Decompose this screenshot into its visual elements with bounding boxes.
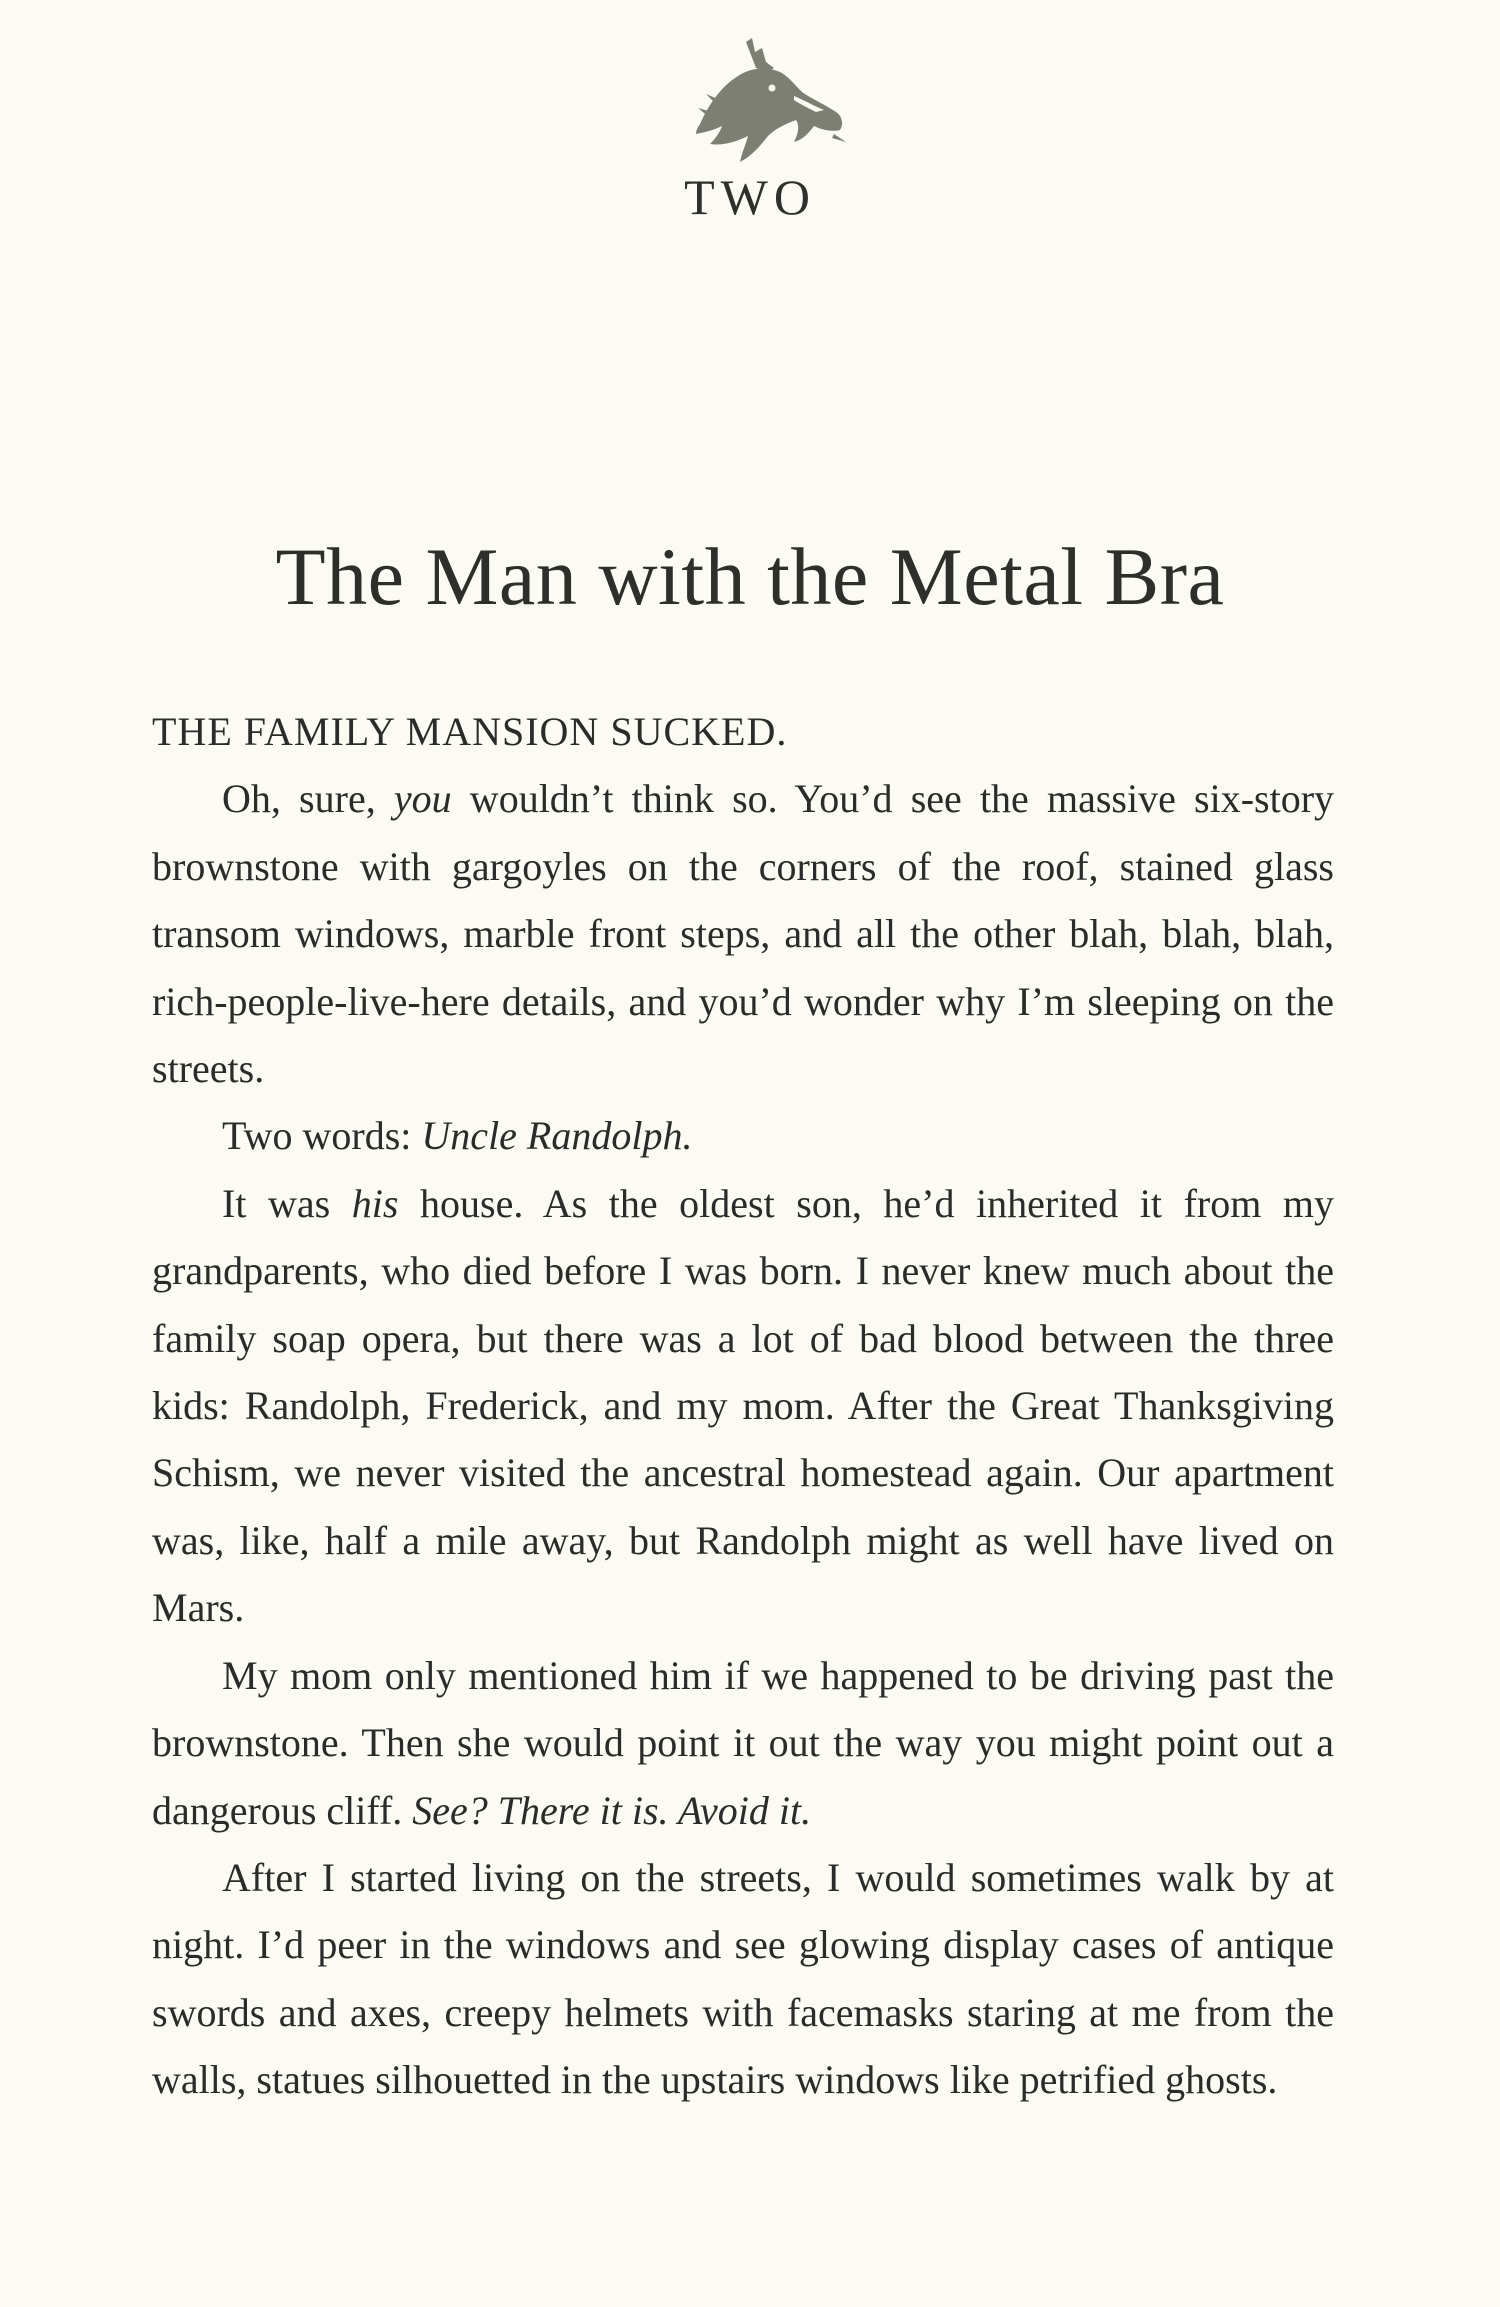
paragraph xyxy=(152,765,1334,1102)
paragraph-emphasis: you xyxy=(393,776,452,822)
opening-line xyxy=(152,698,1334,765)
paragraph-emphasis: See? There it is. Avoid it. xyxy=(412,1787,812,1833)
paragraph-emphasis: his xyxy=(351,1180,399,1226)
chapter-body xyxy=(152,698,1334,2114)
paragraph xyxy=(152,1102,1334,1169)
paragraph-text: After I started living on the streets, I would sometimes walk by at night. I’d peer in the windows and see glowing display cases of antique swords and axes, creepy helmets with facemasks staring at me from the walls, statues silhouetted in the upstairs windows like petrified ghosts. xyxy=(152,1854,1334,2103)
paragraph-text: wouldn’t think so. You’d see the massive six-story brownstone with gargoyles on the corners of the roof, stained glass transom windows, marble front steps, and all the other blah, blah, blah, rich-people-live-here details, and you’d wonder why I’m sleeping on the streets. xyxy=(152,776,1335,1092)
paragraph-text: Two words: xyxy=(222,1113,422,1159)
paragraph-text: My mom only mentioned him if we happened to be driving past the brownstone. Then she would point it out the way you might point out a dangerous cliff. xyxy=(152,1652,1334,1833)
paragraph-emphasis: Uncle Randolph. xyxy=(421,1113,693,1159)
paragraph xyxy=(152,1844,1334,2114)
wolf-head-icon xyxy=(676,38,846,166)
paragraph-text: Oh, sure, xyxy=(222,776,394,822)
paragraph xyxy=(152,1170,1334,1642)
paragraph xyxy=(152,1642,1334,1844)
chapter-title: The Man with the Metal Bra xyxy=(275,531,1225,622)
paragraph-text: It was xyxy=(222,1180,352,1226)
opening-smallcaps: THE FAMILY MANSION SUCKED. xyxy=(152,709,788,754)
chapter-number: TWO xyxy=(684,169,816,225)
paragraph-text: house. As the oldest son, he’d inherited it from my grandparents, who died before I was born. I never knew much about the family soap opera, but there was a lot of bad blood between the three kids: Randolph, Frederick, and my mom. After the Great Thanksgiving Schism, we never visited the ancestral homestead again. Our apartment was, like, half a mile away, but Randolph might as well have lived on Mars. xyxy=(152,1180,1335,1631)
